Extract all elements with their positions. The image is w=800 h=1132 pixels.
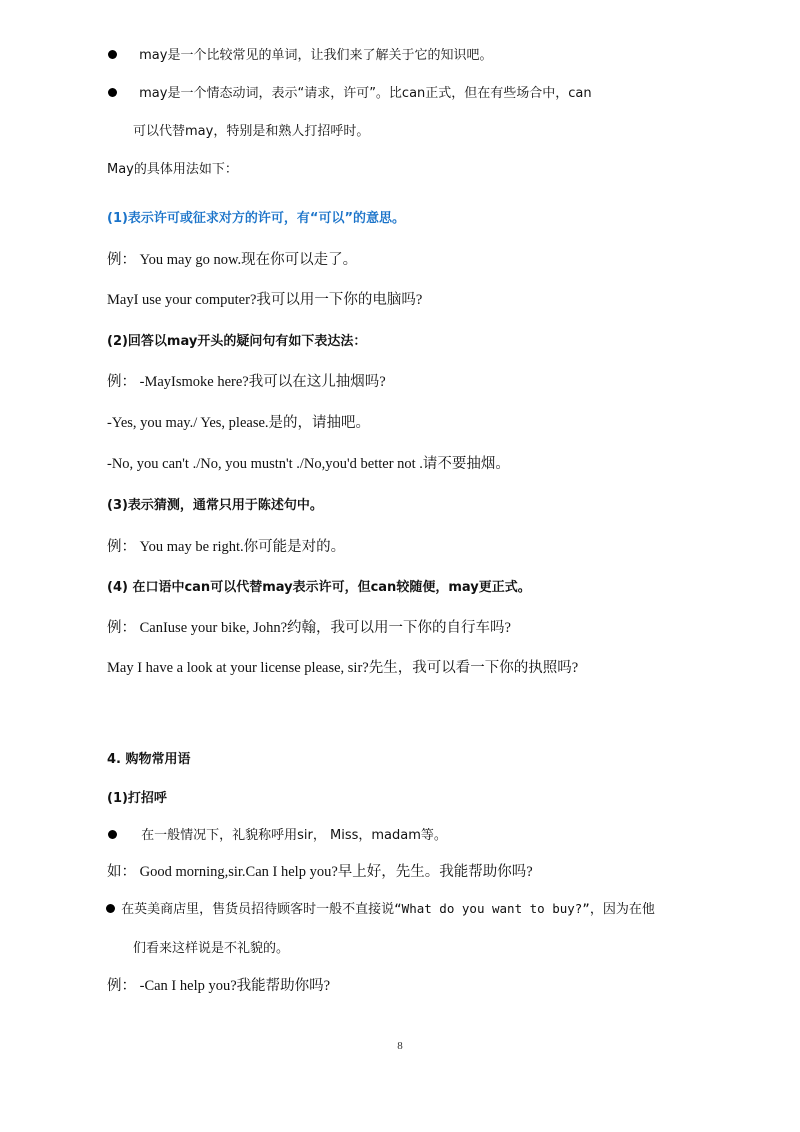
example-2c: -No, you can't ./No, you mustn't ./No,you'd better not .请不要抽烟。 — [107, 456, 510, 472]
bullet-icon — [108, 830, 117, 839]
bullet-line-4-cont: 们看来这样说是不礼貌的。 — [133, 941, 290, 956]
section-heading-3: (3)表示猜测，通常只用于陈述句中。 — [107, 498, 323, 513]
bullet-line-2 — [108, 82, 592, 101]
text: ，因为在他 — [589, 902, 655, 917]
example-4a: 例： CanIuse your bike, John?约翰，我可以用一下你的自行车吗? — [107, 620, 511, 636]
example-2a: 例： -MayIsmoke here?我可以在这儿抽烟吗? — [107, 374, 386, 390]
bullet-line-4 — [106, 898, 655, 917]
text: may是一个比较常见的单词，让我们来了解关于它的知识吧。 — [139, 48, 493, 63]
section-heading-4: (4) 在口语中can可以代替may表示许可，但can较随便，may更正式。 — [107, 580, 531, 595]
example-5: 如： Good morning,sir.Can I help you?早上好，先生。我能帮助你吗? — [107, 864, 533, 880]
bullet-icon — [108, 88, 117, 97]
example-1b: MayI use your computer?我可以用一下你的电脑吗? — [107, 292, 423, 308]
example-4b: May I have a look at your license please, sir?先生，我可以看一下你的执照吗? — [107, 660, 579, 676]
bullet-line-1 — [108, 44, 492, 63]
section-4-heading-1: (1)打招呼 — [107, 791, 167, 806]
bullet-icon — [106, 904, 115, 913]
example-6: 例： -Can I help you?我能帮助你吗? — [107, 978, 331, 994]
usage-heading: May的具体用法如下： — [107, 162, 238, 177]
bullet-line-2-cont: 可以代替may，特别是和熟人打招呼时。 — [133, 124, 370, 139]
text: may是一个情态动词，表示“请求，许可”。比can正式，但在有些场合中，can — [139, 86, 592, 101]
bullet-line-3 — [108, 824, 447, 843]
quote-text: “What do you want to buy?” — [394, 901, 590, 916]
bullet-icon — [108, 50, 117, 59]
text: 在英美商店里，售货员招待顾客时一般不直接说 — [121, 902, 395, 917]
example-1a: 例： You may go now.现在你可以走了。 — [107, 252, 358, 268]
example-2b: -Yes, you may./ Yes, please.是的，请抽吧。 — [107, 415, 371, 431]
section-heading-1: (1)表示许可或征求对方的许可，有“可以”的意思。 — [107, 211, 406, 226]
example-3: 例： You may be right.你可能是对的。 — [107, 539, 346, 555]
text: 在一般情况下，礼貌称呼用sir， Miss，madam等。 — [141, 828, 447, 843]
section-heading-2: (2)回答以may开头的疑问句有如下表达法： — [107, 334, 367, 349]
section-4-title: 4. 购物常用语 — [107, 752, 191, 767]
page-number: 8 — [397, 1040, 403, 1052]
